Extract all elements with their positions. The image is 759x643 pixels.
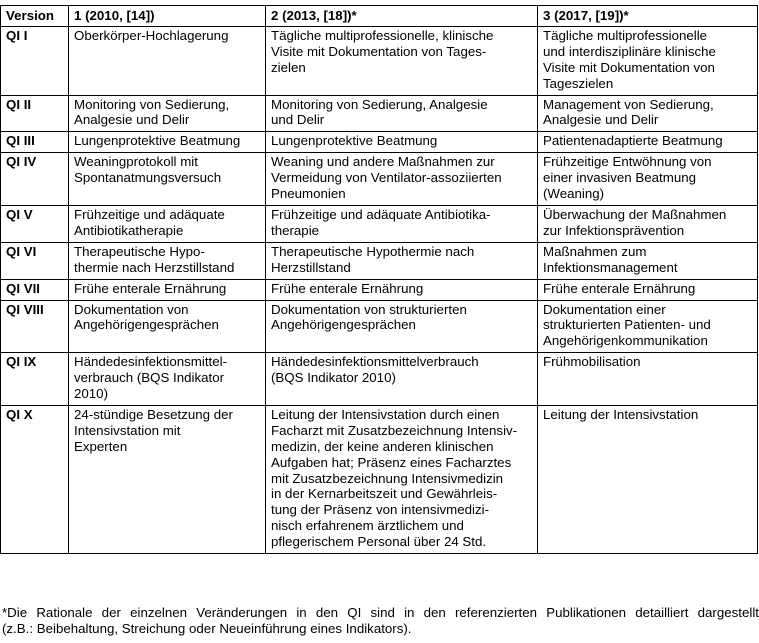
quality-indicator-table bbox=[0, 5, 758, 554]
footnote-line-1: *Die Rationale der einzelnen Veränderungen in den QI sind in den referenzierten Publikationen detailliert dargestellt bbox=[2, 605, 759, 620]
cell-version-2: Therapeutische Hypothermie nach Herzstillstand bbox=[266, 242, 538, 279]
cell-version-2: Leitung der Intensivstation durch einen Facharzt mit Zusatzbezeichnung Intensiv- medizin, der keine anderen klinischen Aufgaben hat; Präsenz eines Facharztes mit Zusatzbezeichnung Intensivmedizin in der Kernarbeitszeit und Gewährleis- tung der Präsenz von intensivmedizi- nisch erfahrenem ärztlichem und pflegerischem Personal über 24 Std. bbox=[266, 405, 538, 553]
cell-version-1: Frühzeitige und adäquate Antibiotikatherapie bbox=[69, 205, 266, 242]
cell-version-3: Patientenadaptierte Beatmung bbox=[538, 132, 758, 153]
row-label: QI IV bbox=[1, 153, 69, 206]
table-row bbox=[1, 26, 758, 95]
cell-version-3: Frühmobilisation bbox=[538, 353, 758, 406]
row-label: QI V bbox=[1, 205, 69, 242]
table-row bbox=[1, 300, 758, 353]
cell-version-1: Lungenprotektive Beatmung bbox=[69, 132, 266, 153]
table-row bbox=[1, 405, 758, 553]
table-row bbox=[1, 279, 758, 300]
cell-version-1: Monitoring von Sedierung, Analgesie und Delir bbox=[69, 95, 266, 132]
cell-version-1: Weaningprotokoll mit Spontanatmungsversuch bbox=[69, 153, 266, 206]
row-label: QI IX bbox=[1, 353, 69, 406]
cell-version-3: Frühzeitige Entwöhnung von einer invasiven Beatmung (Weaning) bbox=[538, 153, 758, 206]
cell-version-2: Frühzeitige und adäquate Antibiotika- therapie bbox=[266, 205, 538, 242]
table-row bbox=[1, 132, 758, 153]
cell-version-2: Dokumentation von strukturierten Angehörigengesprächen bbox=[266, 300, 538, 353]
cell-version-2: Händedesinfektionsmittelverbrauch (BQS Indikator 2010) bbox=[266, 353, 538, 406]
table-row bbox=[1, 353, 758, 406]
cell-version-3: Überwachung der Maßnahmen zur Infektionsprävention bbox=[538, 205, 758, 242]
cell-version-3: Management von Sedierung, Analgesie und Delir bbox=[538, 95, 758, 132]
row-label: QI III bbox=[1, 132, 69, 153]
cell-version-3: Maßnahmen zum Infektionsmanagement bbox=[538, 242, 758, 279]
row-label: QI VIII bbox=[1, 300, 69, 353]
cell-version-3: Dokumentation einer strukturierten Patienten- und Angehörigenkommunikation bbox=[538, 300, 758, 353]
table-row bbox=[1, 242, 758, 279]
header-version: Version bbox=[1, 6, 69, 27]
table-row bbox=[1, 153, 758, 206]
cell-version-1: Therapeutische Hypo- thermie nach Herzstillstand bbox=[69, 242, 266, 279]
cell-version-2: Monitoring von Sedierung, Analgesie und Delir bbox=[266, 95, 538, 132]
cell-version-2: Tägliche multiprofessionelle, klinische Visite mit Dokumentation von Tages- zielen bbox=[266, 26, 538, 95]
cell-version-1: Frühe enterale Ernährung bbox=[69, 279, 266, 300]
row-label: QI II bbox=[1, 95, 69, 132]
header-version-1: 1 (2010, [14]) bbox=[69, 6, 266, 27]
footnote-line-2: (z.B.: Beibehaltung, Streichung oder Neueinführung eines Indikators). bbox=[2, 621, 412, 636]
cell-version-1: Dokumentation von Angehörigengesprächen bbox=[69, 300, 266, 353]
cell-version-3: Frühe enterale Ernährung bbox=[538, 279, 758, 300]
row-label: QI I bbox=[1, 26, 69, 95]
cell-version-2: Frühe enterale Ernährung bbox=[266, 279, 538, 300]
cell-version-2: Lungenprotektive Beatmung bbox=[266, 132, 538, 153]
cell-version-2: Weaning und andere Maßnahmen zur Vermeidung von Ventilator-assoziierten Pneumonien bbox=[266, 153, 538, 206]
row-label: QI VI bbox=[1, 242, 69, 279]
header-version-2: 2 (2013, [18])* bbox=[266, 6, 538, 27]
row-label: QI X bbox=[1, 405, 69, 553]
table-row bbox=[1, 95, 758, 132]
cell-version-1: Oberkörper-Hochlagerung bbox=[69, 26, 266, 95]
table-footnote bbox=[2, 605, 759, 637]
header-version-3: 3 (2017, [19])* bbox=[538, 6, 758, 27]
cell-version-3: Tägliche multiprofessionelle und interdisziplinäre klinische Visite mit Dokumentation von Tageszielen bbox=[538, 26, 758, 95]
cell-version-1: 24-stündige Besetzung der Intensivstation mit Experten bbox=[69, 405, 266, 553]
row-label: QI VII bbox=[1, 279, 69, 300]
cell-version-3: Leitung der Intensivstation bbox=[538, 405, 758, 553]
table-header-row bbox=[1, 6, 758, 27]
table-row bbox=[1, 205, 758, 242]
cell-version-1: Händedesinfektionsmittel- verbrauch (BQS Indikator 2010) bbox=[69, 353, 266, 406]
